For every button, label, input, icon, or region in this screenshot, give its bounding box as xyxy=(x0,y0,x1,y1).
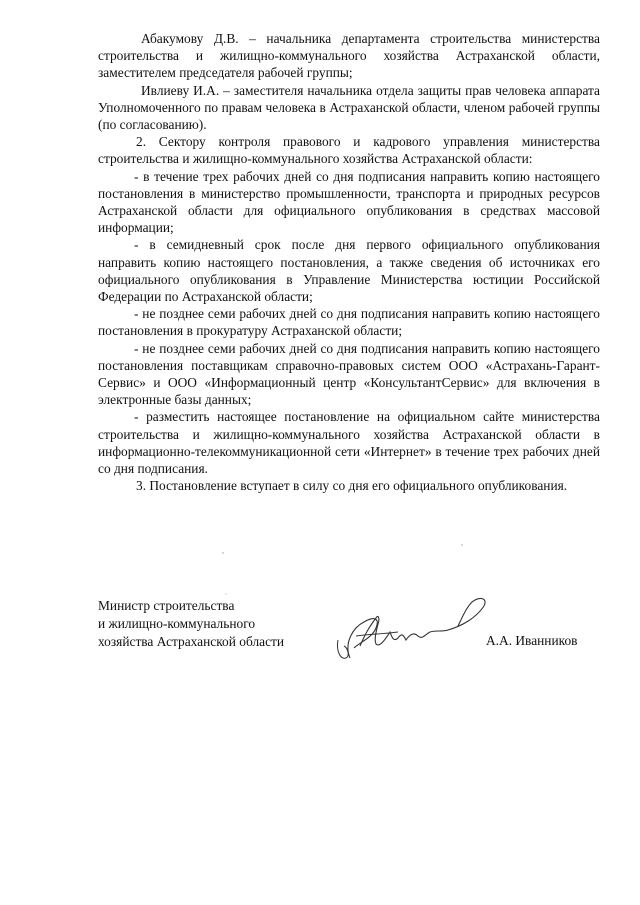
signer-name: А.А. Иванников xyxy=(486,633,578,648)
list-item: - в течение трех рабочих дней со дня подписания направить копию настоящего постановления в министерство промышленности, транспорта и природных ресурсов Астраханской области для официального опубликования в средствах массовой информации; xyxy=(98,168,600,236)
signer-title-block xyxy=(98,597,284,651)
paragraph-abakumova: Абакумову Д.В. – начальника департамента строительства министерства строительства и жилищно-коммунального хозяйства Астраханской области, заместителем председателя рабочей группы; xyxy=(98,31,600,81)
signer-title-line: хозяйства Астраханской области xyxy=(98,634,285,649)
list-item: - не позднее семи рабочих дней со дня подписания направить копию настоящего постановления в прокуратуру Астраханской области; xyxy=(98,306,600,339)
list-item: - в семидневный срок после дня первого официального опубликования направить копию настоящего постановления, а также сведения об источниках его официального опубликования в Управление Министерства юстиции Российской Федерации по Астраханской области; xyxy=(98,237,600,305)
paragraph-ivlieva: Ивлиеву И.А. – заместителя начальника отдела защиты прав человека аппарата Уполномоченного по правам человека в Астраханской области, членом рабочей группы (по согласованию). xyxy=(98,82,600,133)
list-item: - не позднее семи рабочих дней со дня подписания направить копию настоящего постановления поставщикам справочно-правовых систем ООО «Астрахань-Гарант-Сервис» и ООО «Информационный центр «КонсультантСервис» для включения в электронные базы данных; xyxy=(98,340,600,408)
list-item: - разместить настоящее постановление на официальном сайте министерства строительства и жилищно-коммунального хозяйства Астраханской области в информационно-телекоммуникационной сети «Интернет» в течение трех рабочих дней со дня подписания. xyxy=(98,409,600,477)
document-body xyxy=(98,30,600,494)
signer-title-line: Министр строительства xyxy=(98,598,235,613)
signer-title-line: и жилищно-коммунального xyxy=(98,616,256,631)
paragraph-item-2: 2. Сектору контроля правового и кадрового управления министерства строительства и жилищно-коммунального хозяйства Астраханской области: xyxy=(98,134,600,167)
handwritten-signature xyxy=(330,588,500,668)
paragraph-item-3: 3. Постановление вступает в силу со дня его официального опубликования. xyxy=(136,478,568,494)
